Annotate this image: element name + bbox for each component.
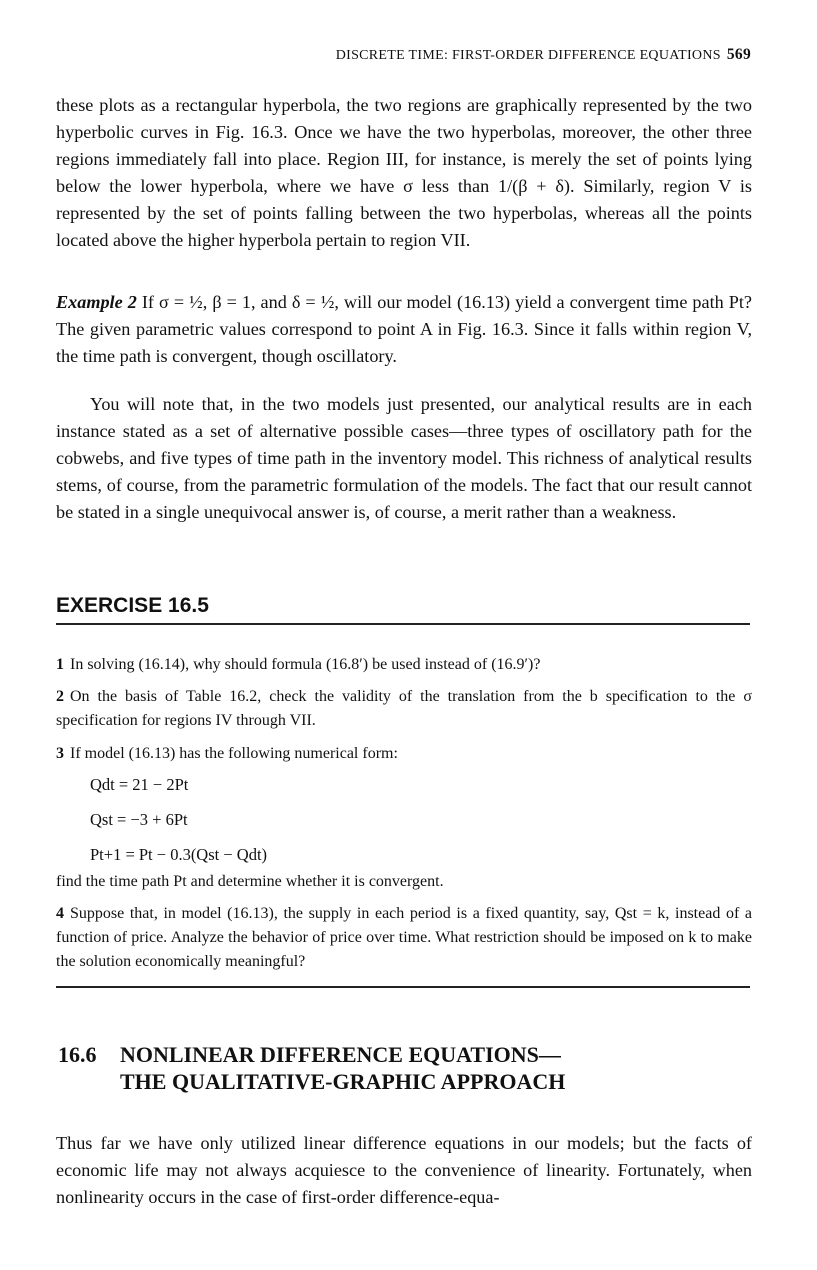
section-number: 16.6 xyxy=(58,1042,97,1067)
exercise-top-rule xyxy=(56,623,750,625)
paragraph-hyperbola: these plots as a rectangular hyperbola, the two regions are graphically represented by the two hyperbolic curves in Fig. 16.3. Once we have the two hyperbolas, moreover, the other three regions immediately fall into place. Region III, for instance, is merely the set of points lying below the lower hyperbola, where we have σ less than 1/(β + δ). Similarly, region V is represented by the set of points falling between the two hyperbolas, whereas all the points located above the higher hyperbola pertain to region VII. xyxy=(56,95,752,250)
exercise-item-1 xyxy=(56,653,752,677)
page-number: 569 xyxy=(726,46,751,63)
example-label: Example 2 xyxy=(56,292,137,312)
section-body: Thus far we have only utilized linear difference equations in our models; but the facts of economic life may not always acquiesce to the convenience of linearity. Fortunately, when nonlinearity occurs in the case of first-order difference-equa- xyxy=(56,1133,752,1207)
item-number: 4 xyxy=(56,905,64,922)
exercise-item-2 xyxy=(56,685,752,733)
exercise-bottom-rule xyxy=(56,986,750,988)
item-text: Suppose that, in model (16.13), the supply in each period is a fixed quantity, say, Qst = k, instead of a function of price. Analyze the behavior of price over time. What restriction should be imposed on k to make the solution economically meaningful? xyxy=(56,905,752,970)
example-2 xyxy=(56,289,752,370)
equation-demand: Qdt = 21 − 2Pt xyxy=(90,775,189,794)
item-text: On the basis of Table 16.2, check the validity of the translation from the b specification to the σ specification for regions IV through VII. xyxy=(56,688,752,729)
item-number: 1 xyxy=(56,656,64,673)
equation-supply: Qst = −3 + 6Pt xyxy=(90,810,188,829)
item-number: 3 xyxy=(56,745,64,762)
running-head xyxy=(336,46,751,64)
equation-price-adjustment: Pt+1 = Pt − 0.3(Qst − Qdt) xyxy=(90,845,268,864)
exercise-item-3-followup xyxy=(56,870,752,894)
exercise-item-4 xyxy=(56,902,752,974)
exercise-heading: EXERCISE 16.5 xyxy=(56,594,209,617)
paragraph-analytical-results: You will note that, in the two models just presented, our analytical results are in each instance stated as a set of alternative possible cases—three types of oscillatory path for the cobwebs, and five types of time path in the inventory model. This richness of analytical results stems, of course, from the parametric formulation of the models. The fact that our result cannot be stated in a single unequivocal answer is, of course, a merit rather than a weakness. xyxy=(56,394,752,522)
section-title-line1: NONLINEAR DIFFERENCE EQUATIONS— xyxy=(120,1042,561,1067)
example-text: If σ = ½, β = 1, and δ = ½, will our model (16.13) yield a convergent time path Pt? The given parametric values correspond to point A in Fig. 16.3. Since it falls within region V, the time path is convergent, though oscillatory. xyxy=(56,292,753,366)
item-text: find the time path Pt and determine whether it is convergent. xyxy=(56,873,444,890)
item-text: If model (16.13) has the following numerical form: xyxy=(70,745,398,762)
item-number: 2 xyxy=(56,688,64,705)
section-heading xyxy=(58,1041,565,1095)
item-text: In solving (16.14), why should formula (16.8′) be used instead of (16.9′)? xyxy=(70,656,541,673)
exercise-item-3 xyxy=(56,742,752,766)
section-title-line2: THE QUALITATIVE-GRAPHIC APPROACH xyxy=(120,1069,566,1094)
running-head-title: DISCRETE TIME: FIRST-ORDER DIFFERENCE EQUATIONS xyxy=(335,48,721,63)
